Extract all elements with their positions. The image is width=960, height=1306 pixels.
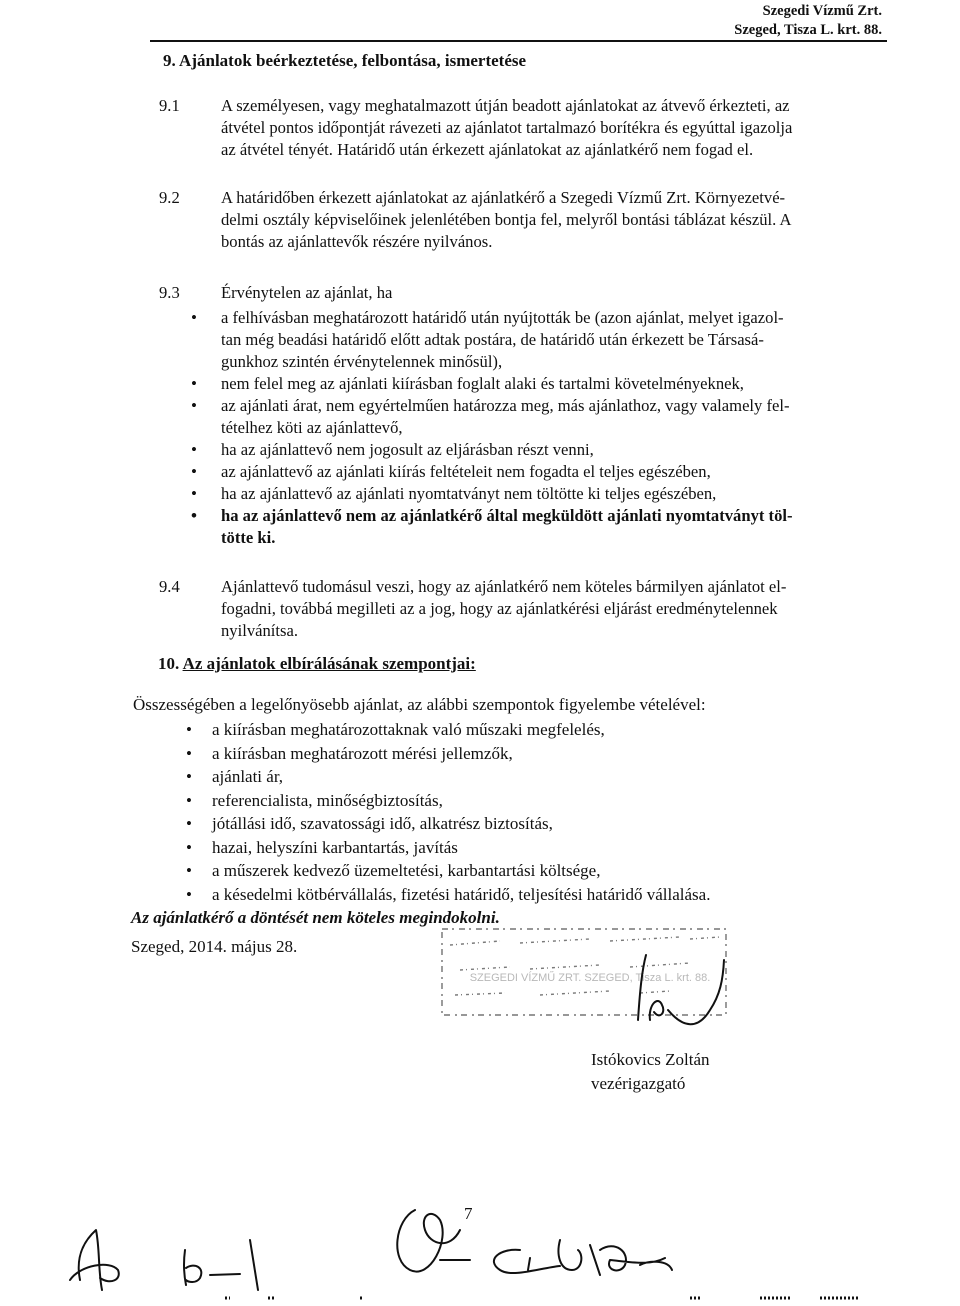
text-line: az átvétel tényét. Határidő után érkezett ajánlatokat az ajánlatkérő nem fogad el.: [221, 140, 754, 159]
item-number: 9.1: [159, 96, 180, 115]
letterhead: [734, 2, 882, 40]
section-9-heading: 9. Ajánlatok beérkeztetése, felbontása, ismertetése: [163, 51, 527, 70]
signer-block: [591, 1048, 710, 1096]
page-initials: [0, 1170, 960, 1306]
list-item: • hazai, helyszíni karbantartás, javítás: [212, 836, 710, 860]
text-line: gunkhoz szintén érvénytelennek minősül),: [221, 352, 503, 371]
section-10-heading: [158, 653, 476, 675]
list-item: • ajánlati ár,: [212, 765, 710, 789]
stamp-text: SZEGEDI VÍZMŰ ZRT. SZEGED, Tisza L. krt. 88.: [469, 972, 711, 984]
list-item: [221, 373, 889, 395]
text-line: átvétel pontos időpontját rávezeti az ajánlatot tartalmazó borítékra és egyúttal igazolja: [221, 118, 793, 137]
text-line: • ha az ajánlattevő nem az ajánlatkérő által megküldött ajánlati nyomtatványt töl-: [221, 506, 793, 525]
list-item: • a kiírásban meghatározott mérési jellemzők,: [212, 742, 710, 766]
company-address: Szeged, Tisza L. krt. 88.: [734, 22, 882, 38]
text-line: nyilvánítsa.: [221, 621, 298, 640]
list-item: [221, 307, 889, 373]
item-number: 9.4: [159, 577, 180, 596]
text-line: A személyesen, vagy meghatalmazott útján beadott ajánlatokat az átvevő érkezteti, az: [221, 96, 790, 115]
item-9-3-lead: Érvénytelen az ajánlat, ha: [221, 283, 393, 302]
text-line: Ajánlattevő tudomásul veszi, hogy az ajánlatkérő nem köteles bármilyen ajánlatot el-: [221, 577, 787, 596]
page-number: 7: [464, 1204, 473, 1223]
list-item: • referencialista, minőségbiztosítás,: [212, 789, 710, 813]
list-item: [221, 439, 889, 461]
company-name: Szegedi Vízmű Zrt.: [762, 3, 882, 19]
list-item: • a kiírásban meghatározottaknak való műszaki megfelelés,: [212, 718, 710, 742]
text-line: • nem felel meg az ajánlati kiírásban foglalt alaki és tartalmi követelményeknek,: [221, 374, 744, 393]
text-line: A határidőben érkezett ajánlatokat az ajánlatkérő a Szegedi Vízmű Zrt. Környezetvé-: [221, 188, 786, 207]
text-line: • a felhívásban meghatározott határidő után nyújtották be (azon ajánlat, melyet igazol-: [221, 308, 784, 327]
text-line: bontás az ajánlattevők részére nyilvános.: [221, 232, 493, 251]
item-number: 9.2: [159, 188, 180, 207]
signer-name: Istókovics Zoltán: [591, 1050, 710, 1069]
header-rule: [150, 40, 887, 42]
item-9-1-text: [221, 95, 889, 161]
text-line: • az ajánlati árat, nem egyértelműen határozza meg, más ajánlathoz, vagy valamely fel-: [221, 396, 790, 415]
text-line: • ha az ajánlattevő nem jogosult az eljárásban részt venni,: [221, 440, 594, 459]
list-item: • jótállási idő, szavatossági idő, alkatrész biztosítás,: [212, 812, 710, 836]
criteria-intro: Összességében a legelőnyösebb ajánlat, az alábbi szempontok figyelembe vételével:: [133, 695, 706, 714]
signer-title: vezérigazgató: [591, 1074, 686, 1093]
item-9-2-text: [221, 187, 889, 253]
place-date: Szeged, 2014. május 28.: [131, 937, 298, 956]
list-item: [221, 395, 889, 439]
text-line: delmi osztály képviselőinek jelenlétében bontja fel, melyről bontási táblázat készül. A: [221, 210, 792, 229]
list-item: [221, 483, 889, 505]
text-line: fogadni, továbbá megilleti az a jog, hogy az ajánlatkérési eljárást eredménytelennek: [221, 599, 778, 618]
text-line: tan még beadási határidő előtt adtak postára, de határidő után érkezett be Társasá-: [221, 330, 764, 349]
list-item: [221, 505, 889, 549]
director-signature: [628, 950, 738, 1030]
decision-note: Az ajánlatkérő a döntését nem köteles megindokolni.: [131, 908, 500, 927]
text-line: • az ajánlattevő az ajánlati kiírás feltételeit nem fogadta el teljes egészében,: [221, 462, 711, 481]
list-item: • a késedelmi kötbérvállalás, fizetési határidő, teljesítési határidő vállalása.: [212, 883, 710, 907]
item-number: 9.3: [159, 283, 180, 302]
item-9-4-text: [221, 576, 889, 642]
list-item: [221, 461, 889, 483]
text-line: tételhez köti az ajánlattevő,: [221, 418, 403, 437]
text-line: • ha az ajánlattevő az ajánlati nyomtatványt nem töltötte ki teljes egészében,: [221, 484, 717, 503]
invalidity-list: [221, 307, 889, 549]
criteria-list: [212, 718, 710, 906]
list-item: • a műszerek kedvező üzemeltetési, karbantartási költsége,: [212, 859, 710, 883]
section-title: Az ajánlatok elbírálásának szempontjai:: [182, 654, 476, 673]
text-line: tötte ki.: [221, 528, 276, 547]
section-number: 10.: [158, 654, 180, 673]
